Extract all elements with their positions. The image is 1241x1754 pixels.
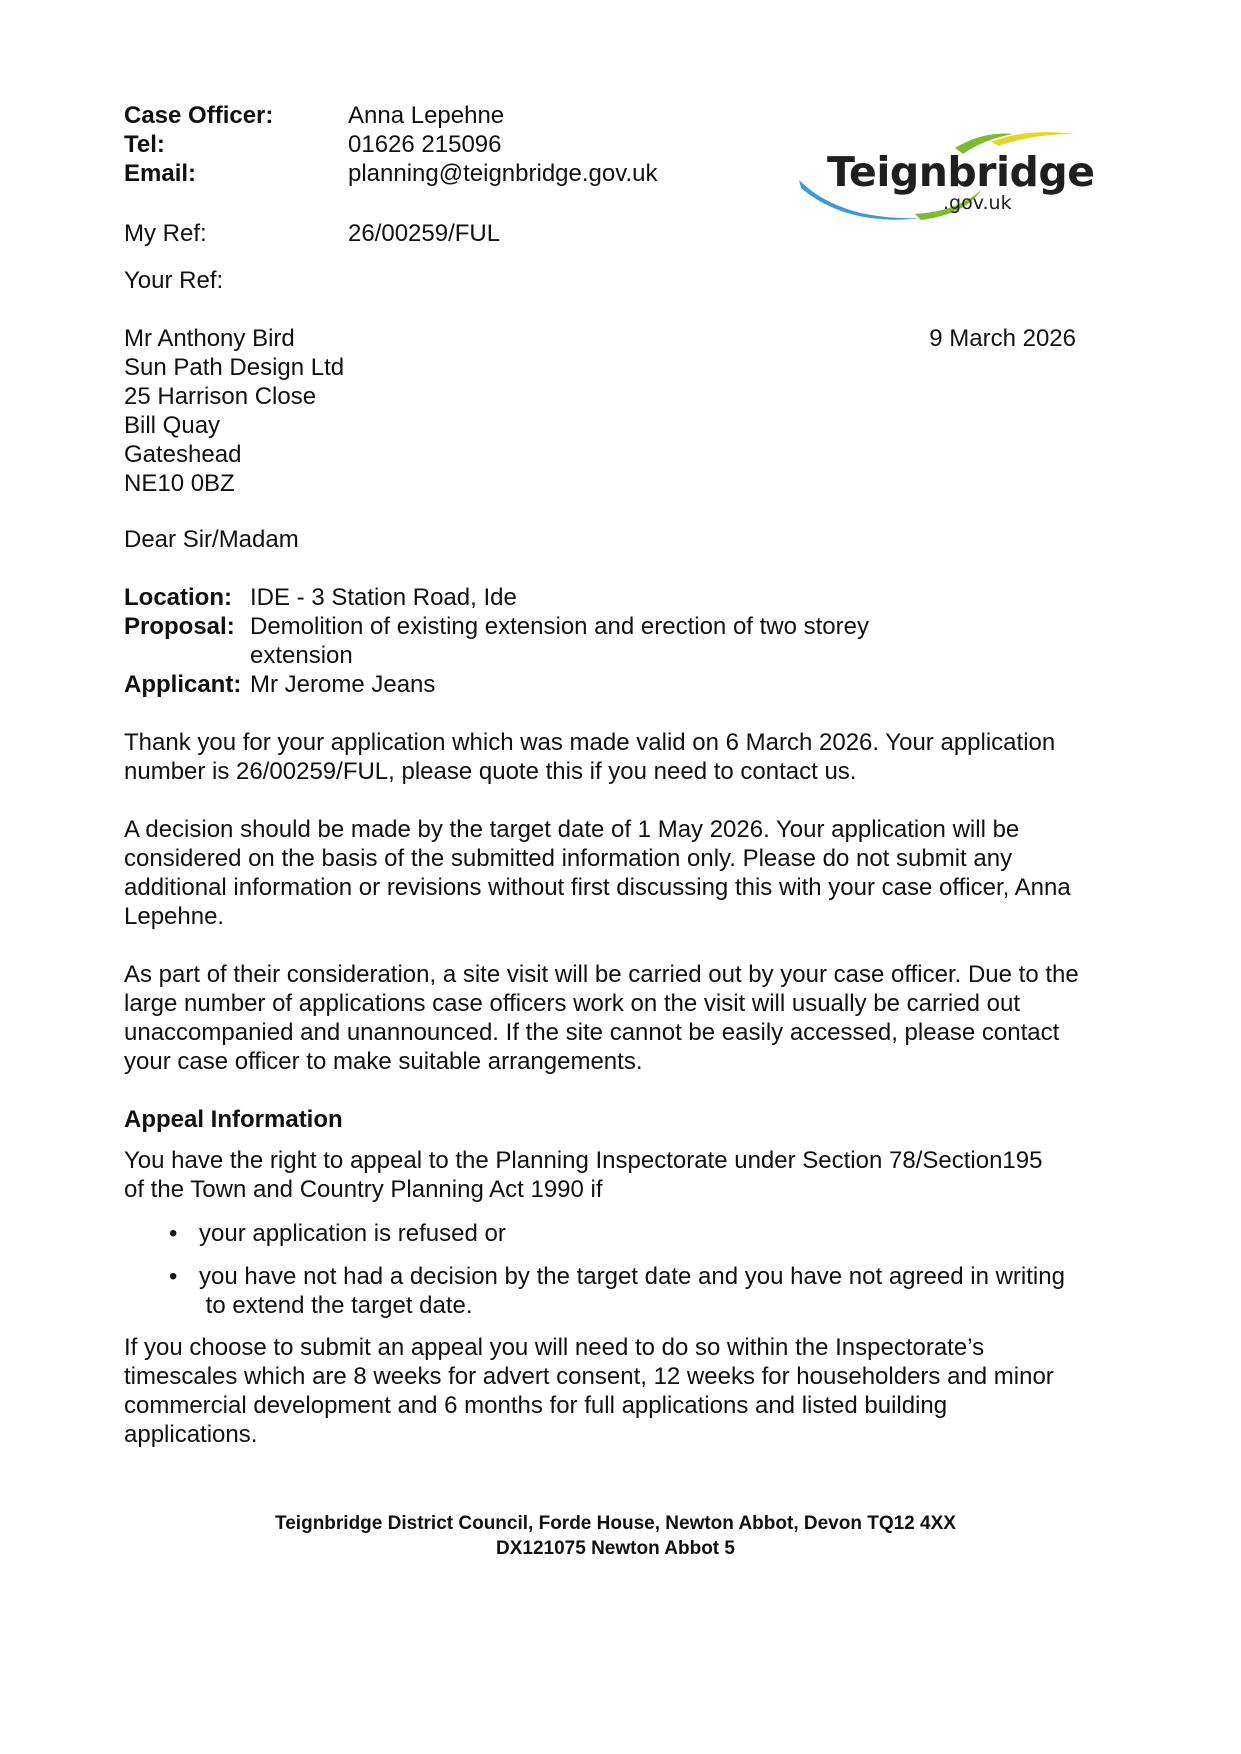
- proposal-value-line2: extension: [250, 642, 353, 669]
- salutation: Dear Sir/Madam: [124, 526, 299, 553]
- paragraph-line: applications.: [124, 1421, 258, 1448]
- email-value: planning@teignbridge.gov.uk: [348, 160, 658, 187]
- tel-value: 01626 215096: [348, 131, 502, 158]
- case-officer-value: Anna Lepehne: [348, 102, 505, 129]
- paragraph-line: considered on the basis of the submitted information only. Please do not submit any: [124, 845, 1013, 872]
- footer-line: DX121075 Newton Abbot 5: [496, 1538, 735, 1559]
- address-line: Mr Anthony Bird: [124, 325, 295, 352]
- logo-domain: .gov.uk: [943, 192, 1012, 214]
- address-line: NE10 0BZ: [124, 470, 235, 497]
- address-line: Bill Quay: [124, 412, 221, 439]
- location-value: IDE - 3 Station Road, Ide: [250, 584, 517, 611]
- paragraph-line: commercial development and 6 months for full applications and listed building: [124, 1392, 948, 1419]
- appeal-heading: Appeal Information: [124, 1106, 343, 1133]
- list-item-text: you have not had a decision by the target date and you have not agreed in writing: [199, 1263, 1065, 1290]
- my-ref-value: 26/00259/FUL: [348, 220, 501, 247]
- proposal-value-line1: Demolition of existing extension and erection of two storey: [250, 613, 869, 640]
- paragraph-line: You have the right to appeal to the Planning Inspectorate under Section 78/Section195: [124, 1147, 1043, 1174]
- location-label: Location:: [124, 584, 232, 611]
- case-officer-label: Case Officer:: [124, 102, 274, 129]
- paragraph-line: Thank you for your application which was made valid on 6 March 2026. Your application: [124, 729, 1056, 756]
- applicant-value: Mr Jerome Jeans: [250, 671, 436, 698]
- paragraph-line: timescales which are 8 weeks for advert consent, 12 weeks for householders and minor: [124, 1363, 1054, 1390]
- address-line: 25 Harrison Close: [124, 383, 317, 410]
- footer-address: [0, 1511, 1231, 1561]
- paragraph-line: unaccompanied and unannounced. If the site cannot be easily accessed, please contact: [124, 1019, 1060, 1046]
- paragraph-line: your case officer to make suitable arrangements.: [124, 1048, 643, 1075]
- paragraph-line: additional information or revisions without first discussing this with your case officer, Anna: [124, 874, 1071, 901]
- paragraph-line: of the Town and Country Planning Act 1990 if: [124, 1176, 603, 1203]
- applicant-label: Applicant:: [124, 671, 242, 698]
- paragraph-line: number is 26/00259/FUL, please quote this if you need to contact us.: [124, 758, 857, 785]
- recipient-address: [124, 324, 344, 498]
- tel-label: Tel:: [124, 131, 165, 158]
- list-item-text: your application is refused or: [199, 1220, 506, 1247]
- my-ref-label: My Ref:: [124, 220, 207, 247]
- logo-wordmark: Teignbridge: [827, 148, 1095, 196]
- letter-date: 9 March 2026: [929, 325, 1076, 352]
- address-line: Sun Path Design Ltd: [124, 354, 345, 381]
- paragraph-line: As part of their consideration, a site visit will be carried out by your case officer. Due to the: [124, 961, 1079, 988]
- paragraph-line: If you choose to submit an appeal you will need to do so within the Inspectorate’s: [124, 1334, 985, 1361]
- paragraph-line: Lepehne.: [124, 903, 225, 930]
- teignbridge-logo: [795, 128, 1095, 228]
- bullet-icon: •: [169, 1263, 178, 1290]
- address-line: Gateshead: [124, 441, 242, 468]
- proposal-label: Proposal:: [124, 613, 235, 640]
- bullet-icon: •: [169, 1220, 178, 1247]
- paragraph-line: A decision should be made by the target date of 1 May 2026. Your application will be: [124, 816, 1020, 843]
- your-ref-label: Your Ref:: [124, 267, 224, 294]
- email-label: Email:: [124, 160, 197, 187]
- footer-line: Teignbridge District Council, Forde House, Newton Abbot, Devon TQ12 4XX: [275, 1513, 956, 1534]
- paragraph-line: large number of applications case officers work on the visit will usually be carried out: [124, 990, 1020, 1017]
- list-item-text: to extend the target date.: [199, 1292, 473, 1319]
